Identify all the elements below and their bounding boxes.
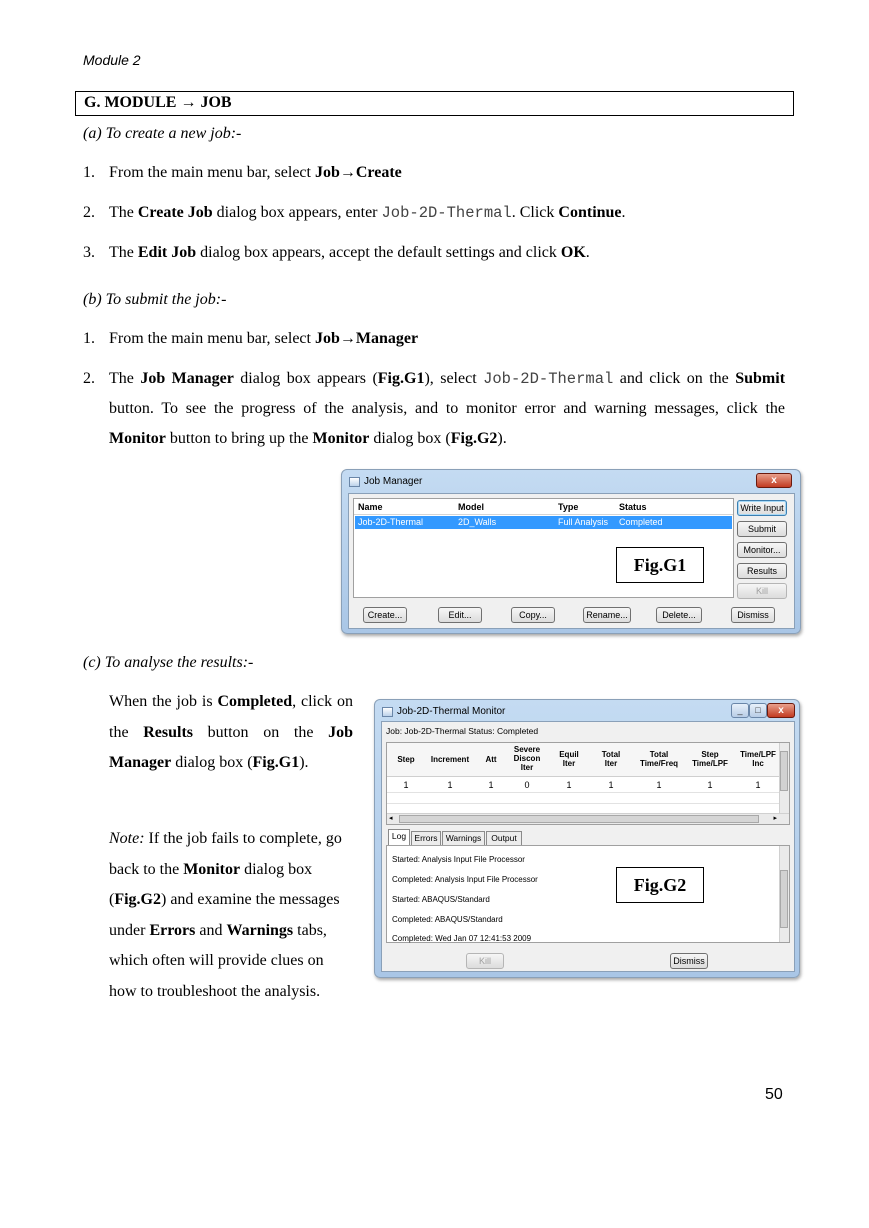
step-a3 [83,238,785,268]
dialog-client [348,493,795,629]
fig-g2-label: Fig.G2 [616,867,704,903]
grid-horizontal-scrollbar[interactable] [387,813,789,824]
tab-errors[interactable]: Errors [411,831,441,845]
log-panel[interactable] [386,845,790,943]
col-header-status[interactable]: Status [619,502,647,512]
step-text: dialog box appears, accept the default settings and click [196,244,561,261]
step-text: . [621,204,626,221]
log-line: Started: ABAQUS/Standard [392,895,490,904]
grid-cell: 1 [656,780,662,790]
step-text: dialog box appears ( [233,370,378,387]
app-icon [382,707,393,717]
grid-header-time-lpf-inc: Time/LPF Inc [740,750,776,768]
monitor-window [374,699,800,978]
grid-cell: 1 [608,780,614,790]
grid-cell: 1 [447,780,453,790]
dismiss-button[interactable]: Dismiss [670,953,708,969]
delete-button[interactable]: Delete... [656,607,702,623]
step-text: The [109,244,138,261]
progress-grid[interactable] [386,742,790,825]
step-b1 [83,324,785,354]
grid-header-att: Att [485,755,497,764]
grid-scroll-thumb[interactable] [780,751,788,791]
menu-path: Job→Create [314,164,402,181]
step-number: 3. [83,244,95,261]
scroll-right-icon[interactable]: ▸ [773,815,777,822]
dialog-name: Monitor [183,860,241,878]
para-text: dialog box ( [109,860,313,908]
dialog-client [381,721,795,972]
grid-cell: 1 [403,780,409,790]
dialog-name: Job Manager [109,723,354,771]
window-title: Job Manager [364,476,423,487]
tab-log[interactable]: Log [388,829,410,845]
para-text: When the job is [109,693,218,710]
page-number: 50 [765,1086,783,1103]
step-text: ). [497,430,507,447]
step-b2 [83,364,785,454]
results-button[interactable]: Results [737,563,787,579]
step-number: 2. [83,204,95,221]
job-status-line: Job: Job-2D-Thermal Status: Completed [386,726,539,736]
grid-header-increment: Increment [430,755,470,764]
grid-hscroll-thumb[interactable] [399,815,759,823]
para-text: ). [299,754,309,771]
button-name: Monitor [109,430,166,447]
note-paragraph [109,824,353,1007]
step-text: dialog box ( [369,430,451,447]
edit-button[interactable]: Edit... [438,607,482,623]
row-name: Job-2D-Thermal [358,517,424,527]
step-text: button. To see the progress of the analysis, and to monitor error and warning messages, click the [109,400,785,417]
step-text: button to bring up the [165,430,313,447]
col-header-type[interactable]: Type [558,502,579,512]
step-text: and click on the [613,370,736,387]
grid-header-equil-iter: Equil Iter [559,750,579,768]
step-text: The [109,370,141,387]
dialog-name: Edit Job [137,244,197,261]
grid-cell: 0 [524,780,530,790]
log-line: Completed: ABAQUS/Standard [392,915,503,924]
dismiss-button[interactable]: Dismiss [731,607,775,623]
part-b-heading: (b) To submit the job:- [83,291,227,308]
step-text: From the main menu bar, select [109,330,315,347]
copy-button[interactable]: Copy... [511,607,555,623]
grid-cell: 1 [755,780,761,790]
step-text: . [585,244,590,261]
app-icon [349,477,360,487]
part-a-heading: (a) To create a new job:- [83,125,242,142]
note-label: Note: [109,830,145,847]
button-name: Submit [735,370,786,387]
para-text: tabs, which often will provide clues on how to troubleshoot the analysis. [109,921,327,1000]
col-header-name[interactable]: Name [358,502,383,512]
para-text: , click on the [109,693,353,741]
step-a1 [83,158,785,188]
step-text: . Click [511,204,559,221]
log-scroll-thumb[interactable] [780,870,788,928]
tab-name: Errors [149,921,196,939]
grid-cell: 1 [488,780,494,790]
write-input-button[interactable]: Write Input [737,500,787,516]
col-header-model[interactable]: Model [458,502,484,512]
menu-path: Job→Manager [314,330,419,347]
tab-warnings[interactable]: Warnings [442,831,485,845]
dialog-name: Job Manager [140,370,234,387]
log-line: Completed: Analysis Input File Processor [392,875,538,884]
figure-ref: Fig.G1 [377,370,425,387]
dialog-name: Monitor [312,430,370,447]
maximize-button[interactable]: □ [749,703,767,718]
scroll-left-icon[interactable]: ◂ [389,815,393,822]
grid-cell: 1 [566,780,572,790]
figure-ref: Fig.G1 [252,754,300,771]
log-line: Started: Analysis Input File Processor [392,855,525,864]
part-c-heading: (c) To analyse the results:- [83,654,254,671]
fig-g1-label: Fig.G1 [616,547,704,583]
row-model: 2D_Walls [458,517,497,527]
module-header: Module 2 [83,52,141,68]
rename-button[interactable]: Rename... [583,607,631,623]
para-text: dialog box ( [171,754,253,771]
figure-ref: Fig.G2 [114,891,161,908]
button-name: Continue [558,204,622,221]
tab-name: Warnings [226,921,294,939]
table-row[interactable] [355,516,732,529]
grid-header-step: Step [397,755,415,764]
step-text: dialog box appears, enter [212,204,382,221]
para-text: ) and examine the messages under [109,891,340,939]
dialog-name: Create Job [137,204,213,221]
submit-button[interactable]: Submit [737,521,787,537]
tab-output[interactable]: Output [486,831,522,845]
step-a2 [83,198,785,228]
row-status: Completed [619,517,663,527]
log-line: Completed: Wed Jan 07 12:41:53 2009 [392,934,532,943]
step-text: From the main menu bar, select [109,164,315,181]
kill-button[interactable]: Kill [466,953,504,969]
grid-header-severe-discon-iter: Severe Discon Iter [513,745,541,772]
step-number: 2. [83,370,95,387]
kill-button[interactable]: Kill [737,583,787,599]
button-name: Results [143,723,193,741]
grid-header-total-iter: Total Iter [601,750,621,768]
grid-header-step-time-lpf: Step Time/LPF [692,750,728,768]
grid-header-total-time-freq: Total Time/Freq [639,750,679,768]
para-text: If the job fails to complete, go back to the [109,830,342,878]
create-button[interactable]: Create... [363,607,407,623]
job-manager-window [341,469,801,634]
button-name: OK [560,244,586,261]
close-button[interactable]: x [767,703,795,718]
status-word: Completed [217,693,293,710]
para-text: button on the [193,723,329,741]
step-text: The [109,204,138,221]
row-type: Full Analysis [558,517,609,527]
step-number: 1. [83,330,95,347]
results-paragraph [109,687,353,779]
minimize-button[interactable]: _ [731,703,749,718]
monitor-button[interactable]: Monitor... [737,542,787,558]
figure-ref: Fig.G2 [450,430,498,447]
close-button[interactable]: x [756,473,792,488]
step-number: 1. [83,164,95,181]
grid-cell: 1 [707,780,713,790]
job-name-code: Job-2D-Thermal [381,204,512,222]
job-name-code: Job-2D-Thermal [483,370,614,388]
step-text: ), select [424,370,484,387]
section-title: G. MODULE → JOB [75,91,794,116]
para-text: and [195,921,227,939]
window-title: Job-2D-Thermal Monitor [397,706,506,717]
